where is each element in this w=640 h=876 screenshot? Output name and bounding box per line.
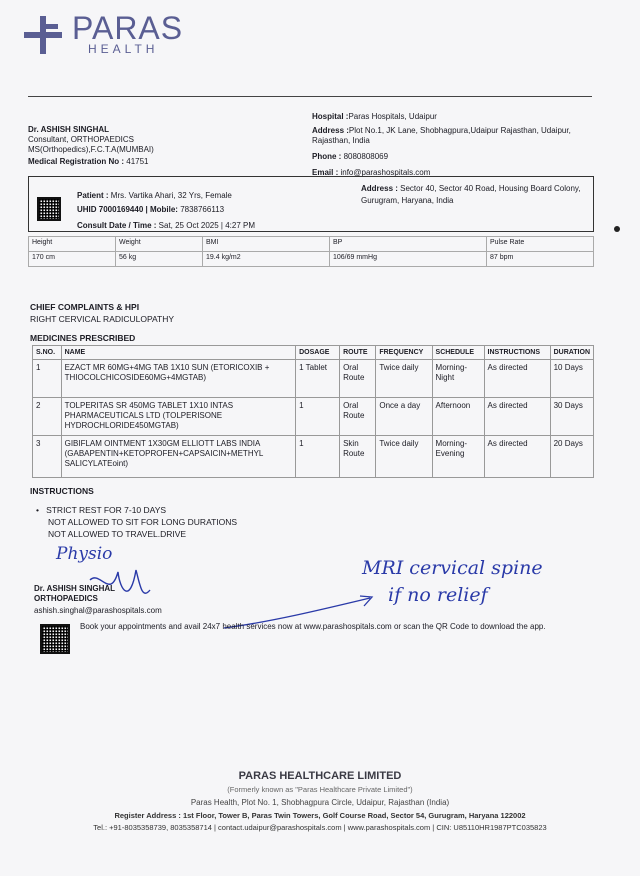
- vital-header: Weight: [116, 237, 203, 252]
- medicine-frequency: Once a day: [376, 398, 432, 436]
- scan-mark: [614, 226, 620, 232]
- doctor-qualification: MS(Orthopedics),F.C.T.A(MUMBAI): [28, 145, 154, 154]
- medicines-heading: MEDICINES PRESCRIBED: [30, 333, 136, 343]
- medicine-duration: 30 Days: [550, 398, 593, 436]
- reg-number: 41751: [126, 157, 149, 166]
- medicine-dosage: 1 Tablet: [296, 360, 340, 398]
- vital-value: 19.4 kg/m2: [203, 252, 330, 267]
- medicine-sno: 3: [33, 436, 62, 478]
- header-divider: [28, 96, 592, 97]
- medicine-sno: 2: [33, 398, 62, 436]
- footer-contact: Tel.: +91-8035358739, 8035358714 | contact.udaipur@parashospitals.com | www.parashospitals.com | CIN: U85110HR1987PTC035823: [93, 823, 547, 832]
- appointment-text: Book your appointments and avail 24x7 health services now at www.parashospitals.com or scan the QR Code to download the app.: [80, 622, 546, 631]
- hospital-address: Plot No.1, JK Lane, Shobhagpura,Udaipur Rajasthan, Udaipur, Rajasthan, India: [312, 126, 571, 145]
- patient-value: Mrs. Vartika Ahari, 32 Yrs, Female: [110, 191, 232, 200]
- hospital-phone: 8080808069: [343, 152, 389, 161]
- vital-header: Height: [29, 237, 116, 252]
- logo-tagline: HEALTH: [88, 42, 159, 56]
- col-header: SCHEDULE: [432, 346, 484, 360]
- col-header: S.NO.: [33, 346, 62, 360]
- medicine-schedule: Morning-Night: [432, 360, 484, 398]
- signature-dept: ORTHOPAEDICS: [34, 594, 98, 603]
- complaints-text: RIGHT CERVICAL RADICULOPATHY: [30, 314, 175, 324]
- vital-value: 87 bpm: [487, 252, 594, 267]
- medicine-instructions: As directed: [484, 360, 550, 398]
- hospital-info: [312, 112, 592, 178]
- col-header: INSTRUCTIONS: [484, 346, 550, 360]
- medicine-name: TOLPERITAS SR 450MG TABLET 1X10 INTAS PHARMACEUTICALS LTD (TOLPERISONE HYDROCHLORIDE450MGTAB): [61, 398, 296, 436]
- instruction-text: STRICT REST FOR 7-10 DAYS: [46, 505, 167, 515]
- footer-address: Paras Health, Plot No. 1, Shobhagpura Circle, Udaipur, Rajasthan (India): [190, 798, 450, 807]
- medicine-duration: 20 Days: [550, 436, 593, 478]
- medicine-route: Oral Route: [340, 398, 376, 436]
- medicine-row: [33, 360, 594, 398]
- footer-register: [0, 811, 640, 820]
- phone-label: Phone :: [312, 152, 342, 161]
- patient-label: Patient :: [77, 191, 109, 200]
- medicine-name: EZACT MR 60MG+4MG TAB 1X10 SUN (ETORICOXIB + THIOCOLCHICOSIDE60MG+4MGTAB): [61, 360, 296, 398]
- medicine-route: Skin Route: [340, 436, 376, 478]
- medicine-duration: 10 Days: [550, 360, 593, 398]
- hospital-email-link[interactable]: info@parashospitals.com: [340, 168, 431, 177]
- hospital-name: Paras Hospitals, Udaipur: [348, 112, 437, 121]
- hospital-label: Hospital :: [312, 112, 349, 121]
- footer-formerly: (Formerly known as "Paras Healthcare Private Limited"): [227, 785, 413, 794]
- vital-value: 56 kg: [116, 252, 203, 267]
- logo-name: PARAS: [72, 10, 184, 46]
- patient-address-label: Address :: [361, 184, 398, 193]
- medicine-sno: 1: [33, 360, 62, 398]
- signature-email[interactable]: ashish.singhal@parashospitals.com: [34, 606, 162, 615]
- medicine-dosage: 1: [296, 398, 340, 436]
- col-header: ROUTE: [340, 346, 376, 360]
- col-header: DOSAGE: [296, 346, 340, 360]
- logo: [24, 12, 204, 58]
- medicines-table: [32, 345, 594, 478]
- consult-datetime: Sat, 25 Oct 2025 | 4:27 PM: [158, 221, 256, 230]
- vital-header: BMI: [203, 237, 330, 252]
- medicine-instructions: As directed: [484, 398, 550, 436]
- vital-header: Pulse Rate: [487, 237, 594, 252]
- patient-address: Sector 40, Sector 40 Road, Housing Board Colony, Gurugram, Haryana, India: [361, 184, 581, 205]
- handwritten-mri: MRI cervical spine: [362, 557, 543, 579]
- medicine-route: Oral Route: [340, 360, 376, 398]
- medicine-instructions: As directed: [484, 436, 550, 478]
- footer-reg-address: 1st Floor, Tower B, Paras Twin Towers, Golf Course Road, Sector 54, Gurugram, Haryana 122002: [182, 811, 526, 820]
- instructions-heading: INSTRUCTIONS: [30, 486, 94, 496]
- medicine-row: [33, 398, 594, 436]
- medicine-schedule: Morning-Evening: [432, 436, 484, 478]
- medicine-schedule: Afternoon: [432, 398, 484, 436]
- medicine-frequency: Twice daily: [376, 360, 432, 398]
- footer-reg-label: Register Address :: [114, 811, 181, 820]
- col-header: FREQUENCY: [376, 346, 432, 360]
- instruction-item: NOT ALLOWED TO TRAVEL.DRIVE: [48, 529, 187, 539]
- patient-box: [28, 176, 594, 232]
- medicine-name: GIBIFLAM OINTMENT 1X30GM ELLIOTT LABS INDIA (GABAPENTIN+KETOPROFEN+CAPSAICIN+METHYL SALICYLATEoint): [61, 436, 296, 478]
- consult-label: Consult Date / Time :: [77, 221, 157, 230]
- vital-value: 170 cm: [29, 252, 116, 267]
- instructions-list: [36, 504, 237, 540]
- footer-company: PARAS HEALTHCARE LIMITED: [238, 770, 402, 782]
- instruction-item: NOT ALLOWED TO SIT FOR LONG DURATIONS: [48, 517, 238, 527]
- email-label: Email :: [312, 168, 339, 177]
- patient-mobile: 7838766113: [180, 205, 225, 214]
- patient-qr-code: [37, 197, 61, 221]
- vitals-table: [28, 236, 594, 267]
- reg-label: Medical Registration No :: [28, 157, 125, 166]
- col-header: NAME: [61, 346, 296, 360]
- signature-name: Dr. ASHISH SINGHAL: [34, 584, 116, 593]
- patient-uhid: UHID 7000169440 | Mobile:: [77, 205, 178, 214]
- signature-block: [34, 584, 162, 616]
- col-header: DURATION: [550, 346, 593, 360]
- medicine-row: [33, 436, 594, 478]
- doctor-info: [28, 125, 154, 167]
- medicine-frequency: Twice daily: [376, 436, 432, 478]
- logo-plus-icon: [24, 16, 70, 56]
- vital-header: BP: [330, 237, 487, 252]
- app-qr-code[interactable]: [40, 624, 70, 654]
- doctor-name: Dr. ASHISH SINGHAL: [28, 125, 110, 134]
- vital-value: 106/69 mmHg: [330, 252, 487, 267]
- hospital-address-label: Address :: [312, 126, 349, 135]
- handwritten-no-relief: if no relief: [388, 584, 488, 606]
- medicine-dosage: 1: [296, 436, 340, 478]
- doctor-title: Consultant, ORTHOPAEDICS: [28, 135, 134, 144]
- medicine-header-row: [33, 346, 594, 360]
- instruction-item: • STRICT REST FOR 7-10 DAYS: [36, 505, 167, 515]
- complaints-heading: CHIEF COMPLAINTS & HPI: [30, 302, 140, 312]
- handwritten-physio: Physio: [56, 544, 113, 564]
